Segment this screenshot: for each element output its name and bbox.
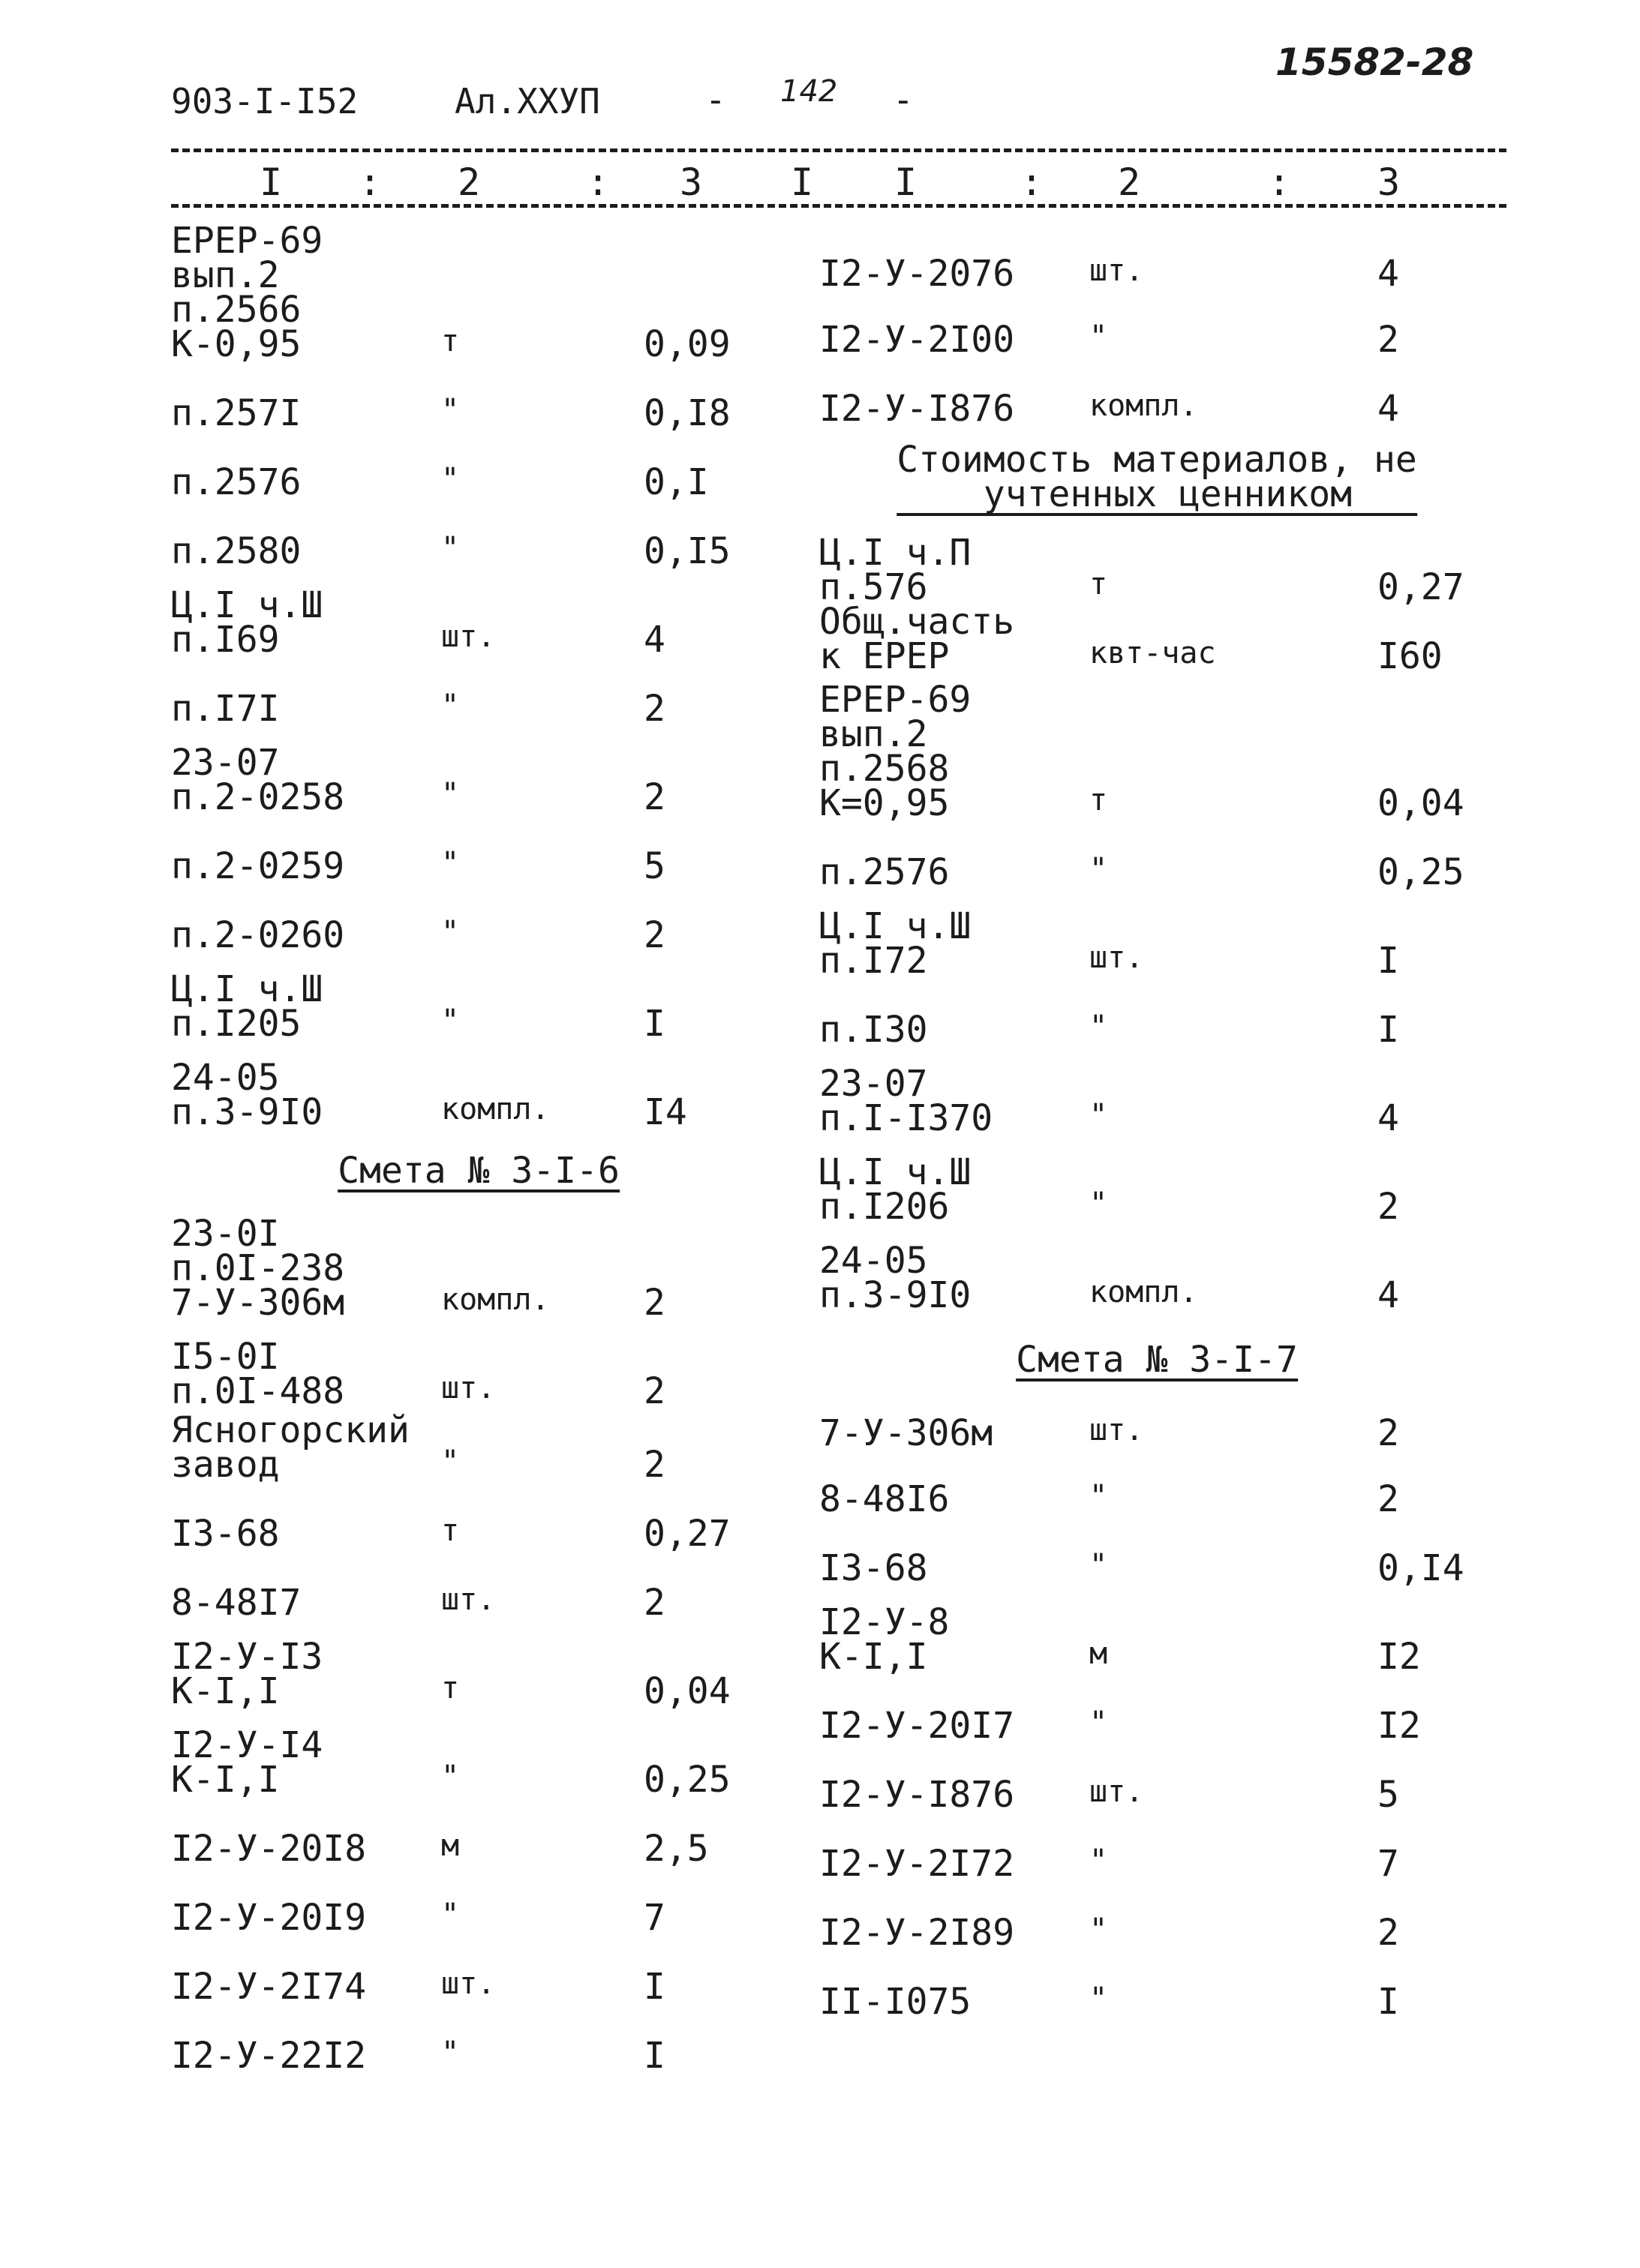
- item-code: I3-68: [171, 1513, 280, 1555]
- item-quantity: 4: [644, 619, 665, 661]
- item-unit: шт.: [1089, 1774, 1144, 1809]
- archive-number: 15582-28: [1275, 40, 1474, 84]
- item-quantity: 2: [644, 1582, 665, 1624]
- table-row: [171, 1408, 786, 1486]
- item-quantity: 0,27: [1377, 566, 1464, 608]
- table-row: [819, 1674, 1494, 1747]
- item-unit: т: [441, 324, 460, 358]
- item-unit: ": [1089, 1010, 1108, 1044]
- item-code: Ц.I ч.Ш п.I206: [819, 1151, 972, 1228]
- item-code: I3-68: [819, 1547, 928, 1589]
- item-unit: т: [441, 1514, 460, 1548]
- table-row: [819, 1950, 1494, 2023]
- item-quantity: 0,27: [644, 1513, 731, 1555]
- item-quantity: 2: [1377, 319, 1399, 361]
- table-row: [171, 726, 786, 818]
- item-quantity: 0,09: [644, 323, 731, 365]
- item-unit: шт.: [1089, 940, 1144, 975]
- right-column: [819, 225, 1494, 2023]
- item-code: ЕРЕР-69 вып.2 п.2568 К=0,95: [819, 679, 972, 824]
- table-row: [819, 1812, 1494, 1885]
- table-row: [171, 362, 786, 434]
- item-unit: ": [441, 2036, 460, 2070]
- col-header-left-1: I: [260, 160, 283, 204]
- item-quantity: 0,25: [644, 1759, 731, 1801]
- item-unit: ": [1089, 1186, 1108, 1221]
- item-unit: ": [441, 688, 460, 723]
- item-code: п.2-0259: [171, 845, 345, 887]
- item-quantity: 4: [1377, 1097, 1399, 1139]
- table-row: [819, 1382, 1494, 1454]
- item-quantity: I: [644, 1966, 665, 2008]
- col-header-right-1: I: [791, 160, 814, 204]
- item-code: п.I7I: [171, 688, 280, 730]
- item-quantity: 2: [644, 1370, 665, 1412]
- left-column: [171, 220, 786, 2077]
- item-quantity: 0,I: [644, 461, 709, 503]
- item-unit: ": [441, 393, 460, 428]
- item-code: п.I30: [819, 1009, 928, 1051]
- item-quantity: 2: [644, 688, 665, 730]
- item-unit: ": [441, 1004, 460, 1038]
- table-row: [171, 1866, 786, 1939]
- item-quantity: 0,04: [644, 1670, 731, 1712]
- section-title: [819, 1312, 1494, 1382]
- table-row: [171, 1551, 786, 1624]
- item-quantity: I2: [1377, 1636, 1421, 1678]
- item-unit: т: [1089, 567, 1108, 602]
- item-quantity: I: [1377, 1981, 1399, 2023]
- item-code: I2-У-20I9: [171, 1897, 367, 1939]
- table-row: [171, 1620, 786, 1712]
- item-code: Общ.часть к ЕРЕР: [819, 601, 1015, 677]
- col-header-right-sep-2: :: [1268, 160, 1291, 204]
- item-code: Ц.I ч.Ш п.I69: [171, 584, 323, 661]
- table-row: [819, 1224, 1494, 1316]
- item-unit: т: [1089, 783, 1108, 818]
- section-title-text: Стоимость материалов, не учтенных ценником: [897, 439, 1417, 515]
- item-quantity: 5: [644, 845, 665, 887]
- table-row: [819, 674, 1494, 824]
- item-quantity: I: [1377, 1009, 1399, 1051]
- item-code: 24-05 п.3-9I0: [171, 1057, 323, 1133]
- item-code: 24-05 п.3-9I0: [819, 1240, 972, 1316]
- item-code: I2-У-20I7: [819, 1705, 1015, 1747]
- item-quantity: 2: [644, 914, 665, 956]
- item-code: I2-У-2076: [819, 253, 1015, 295]
- header-rule-top: [171, 148, 1506, 152]
- item-code: 8-48I7: [171, 1582, 302, 1624]
- item-code: I2-У-I3 К-I,I: [171, 1636, 323, 1712]
- item-code: п.257I: [171, 392, 302, 434]
- item-code: п.2580: [171, 530, 302, 572]
- album-label: Ал.ХХУП: [455, 81, 600, 122]
- item-unit: компл.: [441, 1092, 550, 1126]
- item-unit: шт.: [1089, 254, 1144, 288]
- item-quantity: 2: [644, 1444, 665, 1486]
- item-code: п.2576: [819, 851, 950, 893]
- col-header-right-sep-1: :: [1020, 160, 1044, 204]
- item-code: 23-0I п.0I-238 7-У-306м: [171, 1213, 345, 1324]
- item-unit: шт.: [441, 1966, 496, 2001]
- item-quantity: 0,I8: [644, 392, 731, 434]
- table-row: [819, 978, 1494, 1051]
- table-row: [171, 884, 786, 956]
- item-quantity: I60: [1377, 635, 1443, 677]
- table-row: [171, 952, 786, 1045]
- table-row: [819, 1743, 1494, 1816]
- table-row: [171, 430, 786, 503]
- col-header-left-2: 2: [458, 160, 481, 204]
- item-code: I2-У-2I89: [819, 1912, 1015, 1954]
- table-row: [171, 1935, 786, 2008]
- page-number: 142: [780, 74, 838, 109]
- item-quantity: 2: [1377, 1478, 1399, 1520]
- item-code: п.2576: [171, 461, 302, 503]
- table-row: [819, 357, 1494, 430]
- item-unit: шт.: [441, 620, 496, 654]
- section-title-text: Смета № 3-I-6: [338, 1150, 620, 1192]
- table-row: [171, 500, 786, 572]
- item-code: Ц.I ч.П п.576: [819, 532, 972, 608]
- item-quantity: 0,I5: [644, 530, 731, 572]
- item-code: 8-48I6: [819, 1478, 950, 1520]
- item-code: I2-У-2I72: [819, 1843, 1015, 1885]
- item-quantity: 2: [644, 776, 665, 818]
- item-unit: ": [441, 531, 460, 566]
- section-title-text: Смета № 3-I-7: [1016, 1339, 1298, 1381]
- section-title: [171, 1130, 786, 1192]
- dash-left: -: [705, 80, 726, 120]
- item-code: I2-У-22I2: [171, 2035, 367, 2077]
- item-quantity: I4: [644, 1091, 687, 1133]
- item-unit: м: [441, 1828, 460, 1863]
- table-row: [819, 291, 1494, 361]
- item-quantity: 4: [1377, 253, 1399, 295]
- item-code: 7-У-306м: [819, 1412, 993, 1454]
- item-unit: т: [441, 1671, 460, 1706]
- item-unit: ": [441, 1444, 460, 1479]
- item-code: I2-У-2I74: [171, 1966, 367, 2008]
- item-unit: ": [441, 1898, 460, 1932]
- item-code: Ясногорский завод: [171, 1409, 410, 1486]
- item-quantity: 4: [1377, 388, 1399, 430]
- item-quantity: 2: [644, 1282, 665, 1324]
- item-unit: ": [1089, 1548, 1108, 1582]
- item-code: 23-07 п.I-I370: [819, 1063, 993, 1139]
- table-row: [819, 601, 1494, 677]
- item-unit: ": [441, 1760, 460, 1794]
- item-code: I2-У-I876: [819, 1774, 1015, 1816]
- col-header-left-sep-2: :: [587, 160, 610, 204]
- table-row: [819, 820, 1494, 893]
- col-header-right-2: 2: [1118, 160, 1141, 204]
- item-code: II-I075: [819, 1981, 972, 2023]
- header-rule-bottom: [171, 204, 1506, 208]
- item-unit: компл.: [1089, 388, 1198, 423]
- table-row: [819, 1450, 1494, 1520]
- item-code: I2-У-2I00: [819, 319, 1015, 361]
- item-quantity: 2: [1377, 1912, 1399, 1954]
- table-row: [819, 516, 1494, 608]
- item-quantity: 0,I4: [1377, 1547, 1464, 1589]
- item-quantity: I: [1377, 940, 1399, 982]
- table-row: [819, 1516, 1494, 1589]
- item-quantity: 7: [1377, 1843, 1399, 1885]
- item-unit: ": [1089, 1982, 1108, 2016]
- table-row: [171, 657, 786, 730]
- item-unit: компл.: [441, 1282, 550, 1317]
- item-quantity: 5: [1377, 1774, 1399, 1816]
- item-code: Ц.I ч.Ш п.I72: [819, 905, 972, 982]
- table-row: [171, 1708, 786, 1801]
- table-row: [171, 1482, 786, 1555]
- item-code: п.2-0260: [171, 914, 345, 956]
- table-row: [171, 1797, 786, 1870]
- item-quantity: 2: [1377, 1412, 1399, 1454]
- item-unit: ": [441, 915, 460, 950]
- table-row: [819, 225, 1494, 295]
- table-row: [171, 220, 786, 365]
- doc-code: 903-I-I52: [171, 81, 359, 122]
- section-title: [819, 426, 1494, 516]
- item-quantity: 7: [644, 1897, 665, 1939]
- item-unit: шт.: [1089, 1413, 1144, 1448]
- item-unit: компл.: [1089, 1275, 1198, 1310]
- item-quantity: 4: [1377, 1274, 1399, 1316]
- item-unit: ": [1089, 1844, 1108, 1878]
- item-quantity: I: [644, 1003, 665, 1045]
- item-quantity: 2: [1377, 1186, 1399, 1228]
- item-quantity: 0,04: [1377, 782, 1464, 824]
- item-unit: ": [441, 777, 460, 812]
- item-code: 23-07 п.2-0258: [171, 742, 345, 818]
- item-unit: м: [1089, 1636, 1108, 1671]
- item-quantity: I2: [1377, 1705, 1421, 1747]
- item-code: Ц.I ч.Ш п.I205: [171, 968, 323, 1045]
- col-header-right-3: 3: [1377, 160, 1401, 204]
- col-header-right-1b: I: [894, 160, 918, 204]
- item-code: I2-У-I876: [819, 388, 1015, 430]
- table-row: [171, 814, 786, 887]
- item-unit: ": [1089, 1098, 1108, 1132]
- item-quantity: 0,25: [1377, 851, 1464, 893]
- item-unit: ": [1089, 1479, 1108, 1514]
- item-unit: квт-час: [1089, 636, 1216, 670]
- item-unit: ": [441, 846, 460, 880]
- table-row: [171, 1041, 786, 1133]
- dash-right: -: [893, 80, 914, 120]
- item-unit: ": [1089, 852, 1108, 886]
- item-code: ЕРЕР-69 вып.2 п.2566 К-0,95: [171, 220, 323, 365]
- item-unit: шт.: [441, 1582, 496, 1617]
- table-row: [819, 1136, 1494, 1228]
- table-row: [171, 1320, 786, 1412]
- item-quantity: 2,5: [644, 1828, 709, 1870]
- item-code: I2-У-20I8: [171, 1828, 367, 1870]
- item-quantity: I: [644, 2035, 665, 2077]
- item-unit: ": [1089, 1912, 1108, 1947]
- item-unit: ": [1089, 320, 1108, 354]
- table-row: [819, 890, 1494, 982]
- col-header-left-3: 3: [680, 160, 703, 204]
- table-row: [819, 1881, 1494, 1954]
- table-row: [171, 568, 786, 661]
- col-header-left-sep-1: :: [359, 160, 382, 204]
- table-row: [819, 1047, 1494, 1139]
- item-unit: ": [441, 462, 460, 496]
- item-unit: шт.: [441, 1371, 496, 1406]
- table-row: [819, 1586, 1494, 1678]
- item-unit: ": [1089, 1706, 1108, 1740]
- table-row: [171, 2004, 786, 2077]
- item-code: I5-0I п.0I-488: [171, 1336, 345, 1412]
- table-row: [171, 1192, 786, 1324]
- item-code: I2-У-I4 К-I,I: [171, 1724, 323, 1801]
- item-code: I2-У-8 К-I,I: [819, 1601, 950, 1678]
